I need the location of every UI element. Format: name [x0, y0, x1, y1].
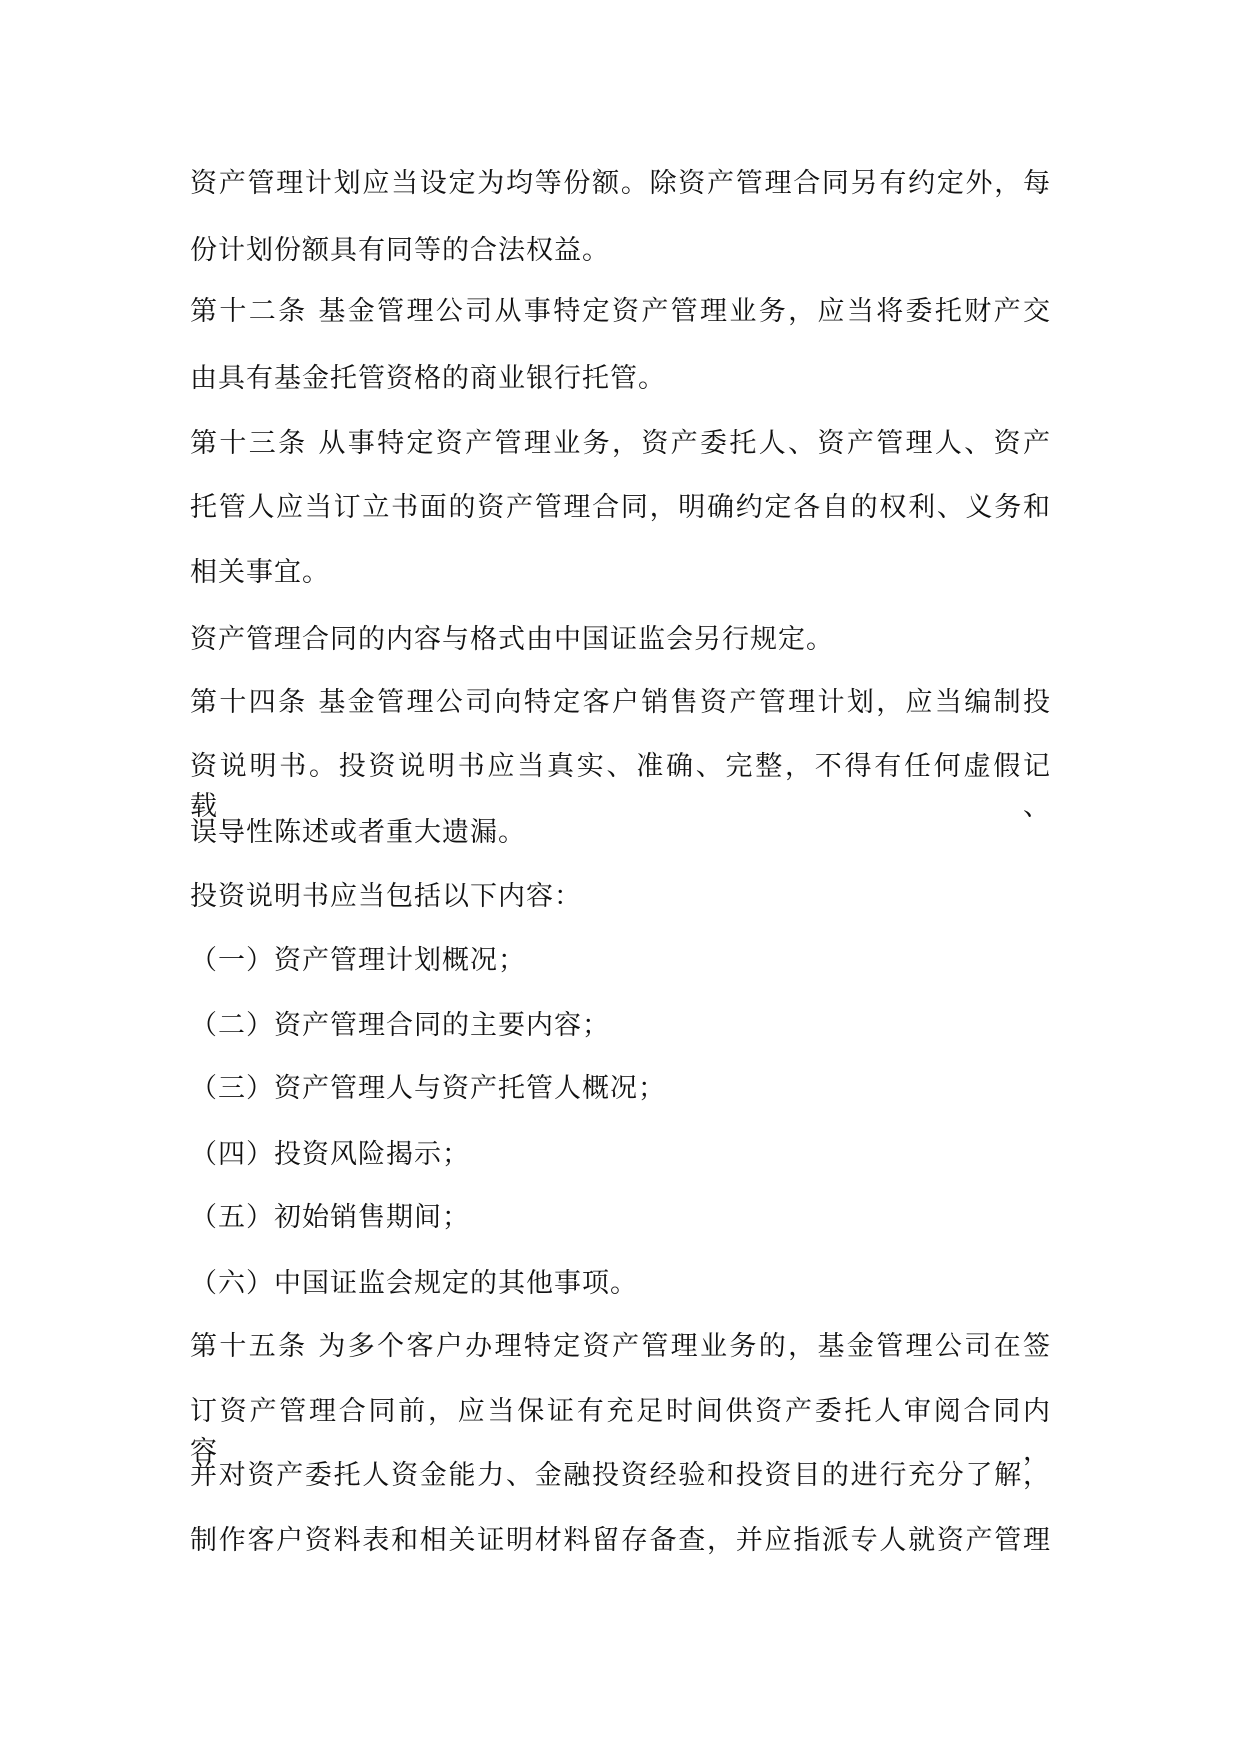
list-item: （一）资产管理计划概况； — [190, 945, 526, 976]
list-item: （五）初始销售期间； — [190, 1202, 470, 1233]
text-line: 由具有基金托管资格的商业银行托管。 — [190, 363, 666, 394]
text-line: 相关事宜。 — [190, 557, 330, 588]
text-line: 资说明书。投资说明书应当真实、准确、完整，不得有任何虚假记载、 — [190, 751, 1051, 822]
text-line: 并对资产委托人资金能力、金融投资经验和投资目的进行充分了解， — [190, 1460, 1051, 1491]
article-12-line: 第十二条 基金管理公司从事特定资产管理业务，应当将委托财产交 — [190, 296, 1051, 327]
text-line: 投资说明书应当包括以下内容： — [190, 881, 582, 912]
article-14-line: 第十四条 基金管理公司向特定客户销售资产管理计划，应当编制投 — [190, 687, 1051, 718]
text-line: 资产管理合同的内容与格式由中国证监会另行规定。 — [190, 624, 834, 655]
text-line: 制作客户资料表和相关证明材料留存备查，并应指派专人就资产管理 — [190, 1525, 1051, 1556]
text-line: 资产管理计划应当设定为均等份额。除资产管理合同另有约定外，每 — [190, 168, 1051, 199]
text-line: 托管人应当订立书面的资产管理合同，明确约定各自的权利、义务和 — [190, 492, 1051, 523]
list-item: （二）资产管理合同的主要内容； — [190, 1010, 610, 1041]
list-item: （六）中国证监会规定的其他事项。 — [190, 1268, 638, 1299]
article-15-line: 第十五条 为多个客户办理特定资产管理业务的，基金管理公司在签 — [190, 1331, 1051, 1362]
list-item: （四）投资风险揭示； — [190, 1139, 470, 1170]
text-line: 误导性陈述或者重大遗漏。 — [190, 817, 526, 848]
list-item: （三）资产管理人与资产托管人概况； — [190, 1073, 666, 1104]
text-line: 订资产管理合同前，应当保证有充足时间供资产委托人审阅合同内容， — [190, 1396, 1051, 1467]
article-13-line: 第十三条 从事特定资产管理业务，资产委托人、资产管理人、资产 — [190, 428, 1051, 459]
text-line: 份计划份额具有同等的合法权益。 — [190, 235, 610, 266]
